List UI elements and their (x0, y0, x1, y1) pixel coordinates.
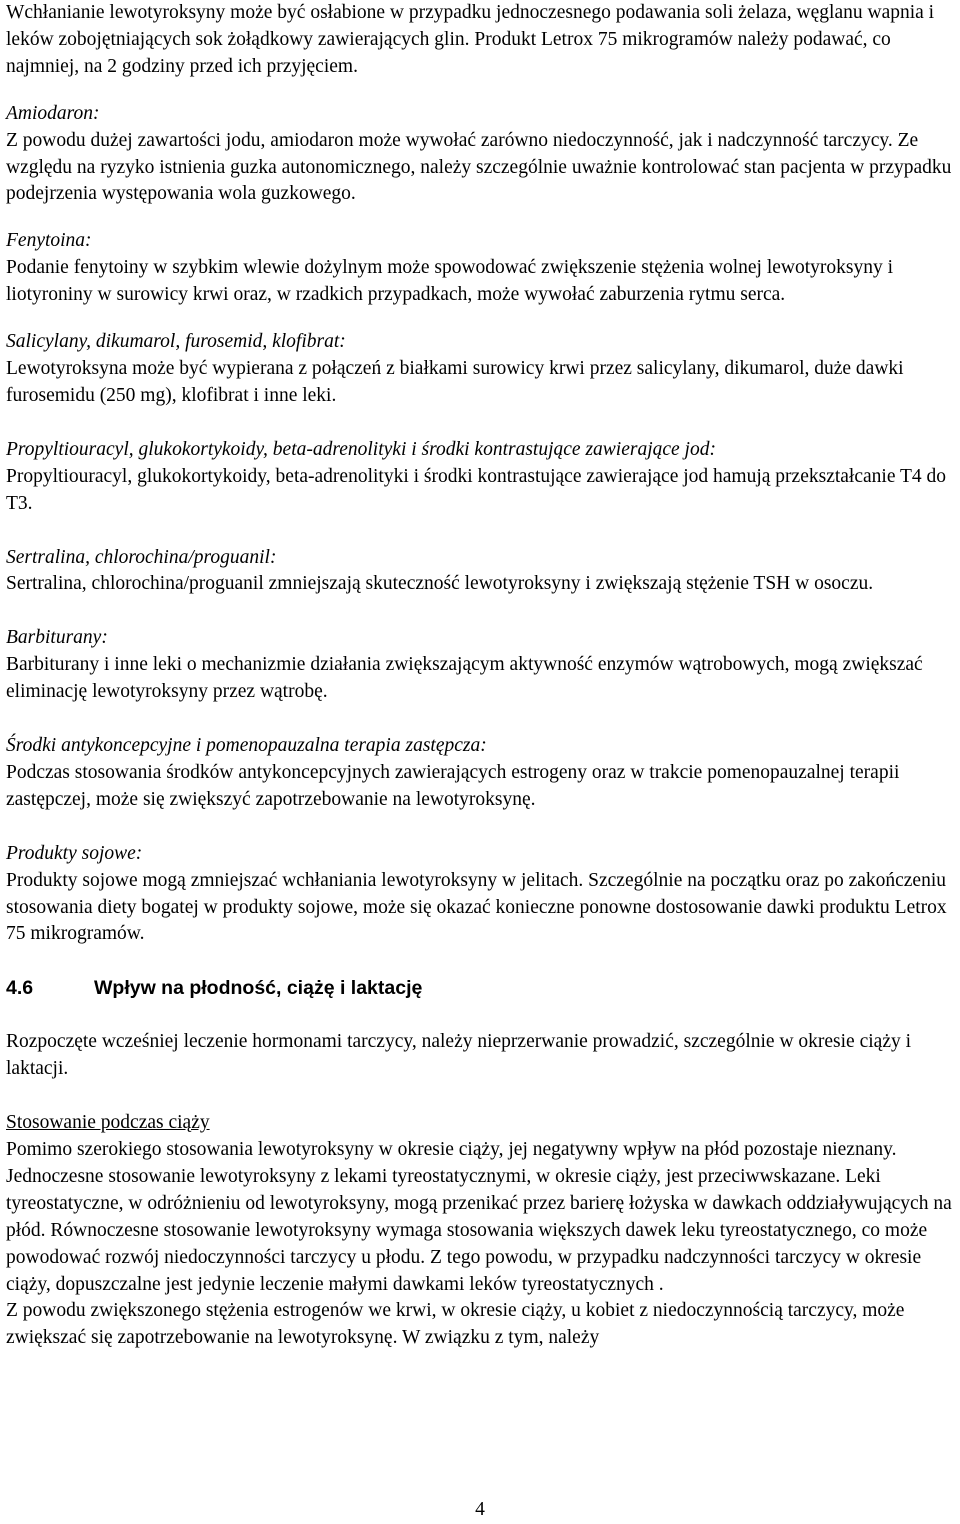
page-number: 4 (475, 1499, 485, 1520)
barbiturany-heading: Barbiturany: (6, 627, 108, 649)
salicylany-paragraph: Lewotyroksyna może być wypierana z połączeń z białkami surowicy krwi przez salicylany, dikumarol, duże dawki furosemidu (250 mg), klofibrat i inne leki. (6, 357, 904, 406)
section-title: Wpływ na płodność, ciążę i laktację (94, 977, 423, 1000)
fenytoina-paragraph: Podanie fenytoiny w szybkim wlewie dożylnym może spowodować zwiększenie stężenia wolnej lewotyroksyny i liotyroniny w surowicy krwi oraz, w rzadkich przypadkach, może wywołać zaburzenia rytmu serca. (6, 257, 894, 306)
amiodaron-heading: Amiodaron: (6, 102, 100, 124)
pregnancy-paragraph-1: Pomimo szerokiego stosowania lewotyroksyny w okresie ciąży, jej negatywny wpływ na płód pozostaje nieznany. (6, 1139, 897, 1160)
pregnancy-subheading: Stosowanie podczas ciąży (6, 1112, 210, 1134)
pregnancy-paragraph-2: Jednoczesne stosowanie lewotyroksyny z lekami tyreostatycznymi, w okresie ciąży, jest przeciwwskazane. Leki tyreostatyczne, w odróżnieniu od lewotyroksyny, mogą przenikać przez barierę łożyska w dawkach oddziaływujących na płód. Równoczesne stosowanie lewotyroksyny wymaga stosowania większych dawek leku tyreostatycznego, co może powodować rozwój niedoczynności tarczycy u płodu. Z tego powodu, w przypadku nadczynności tarczycy w okresie ciąży, dopuszczalne jest jedynie leczenie małymi dawkami leków tyreostatycznych . (6, 1165, 952, 1295)
intro-paragraph: Wchłanianie lewotyroksyny może być osłabione w przypadku jednoczesnego podawania soli żelaza, węglanu wapnia i leków zobojętniających sok żołądkowy zawierających glin. Produkt Letrox 75 mikrogramów należy podawać, co najmniej, na 2 godziny przed ich przyjęciem. (6, 2, 935, 77)
amiodaron-paragraph: Z powodu dużej zawartości jodu, amiodaron może wywołać zarówno niedoczynność, jak i nadczynność tarczycy. Ze względu na ryzyko istnienia guzka autonomicznego, należy szczególnie uważnie kontrolować stan pacjenta w przypadku podejrzenia występowania wola guzkowego. (6, 129, 952, 205)
section-number: 4.6 (6, 977, 34, 1000)
salicylany-heading: Salicylany, dikumarol, furosemid, klofibrat: (6, 331, 346, 353)
propyltiouracyl-paragraph: Propyltiouracyl, glukokortykoidy, beta-adrenolityki i środki kontrastujące zawierające jod hamują przekształcanie T4 do T3. (6, 465, 947, 514)
produkty-sojowe-paragraph: Produkty sojowe mogą zmniejszać wchłaniania lewotyroksyny w jelitach. Szczególnie na początku oraz po zakończeniu stosowania diety bogatej w produkty sojowe, może się okazać konieczne ponowne dostosowanie dawki produktu Letrox 75 mikrogramów. (6, 869, 947, 945)
section-heading (6, 975, 960, 1002)
sertralina-heading: Sertralina, chlorochina/proguanil: (6, 546, 277, 568)
produkty-sojowe-heading: Produkty sojowe: (6, 842, 143, 864)
document-page (6, 0, 960, 1352)
fenytoina-heading: Fenytoina: (6, 230, 92, 252)
sertralina-paragraph: Sertralina, chlorochina/proguanil zmniejszają skuteczność lewotyroksyny i zwiększają stężenie TSH w osoczu. (6, 573, 874, 595)
section-intro-paragraph: Rozpoczęte wcześniej leczenie hormonami tarczycy, należy nieprzerwanie prowadzić, szczególnie w okresie ciąży i laktacji. (6, 1031, 912, 1080)
srodki-antykoncepcyjne-heading: Środki antykoncepcyjne i pomenopauzalna terapia zastępcza: (6, 735, 487, 757)
pregnancy-paragraph-3: Z powodu zwiększonego stężenia estrogenów we krwi, w okresie ciąży, u kobiet z niedoczynnością tarczycy, może zwiększać się zapotrzebowanie na lewotyroksynę. W związku z tym, należy (6, 1300, 905, 1349)
barbiturany-paragraph: Barbiturany i inne leki o mechanizmie działania zwiększającym aktywność enzymów wątrobowych, mogą zwiększać eliminację lewotyroksyny przez wątrobę. (6, 654, 923, 703)
srodki-antykoncepcyjne-paragraph: Podczas stosowania środków antykoncepcyjnych zawierających estrogeny oraz w trakcie pomenopauzalnej terapii zastępczej, może się zwiększyć zapotrzebowanie na lewotyroksynę. (6, 761, 900, 810)
propyltiouracyl-heading: Propyltiouracyl, glukokortykoidy, beta-adrenolityki i środki kontrastujące zawierające jod: (6, 438, 716, 460)
